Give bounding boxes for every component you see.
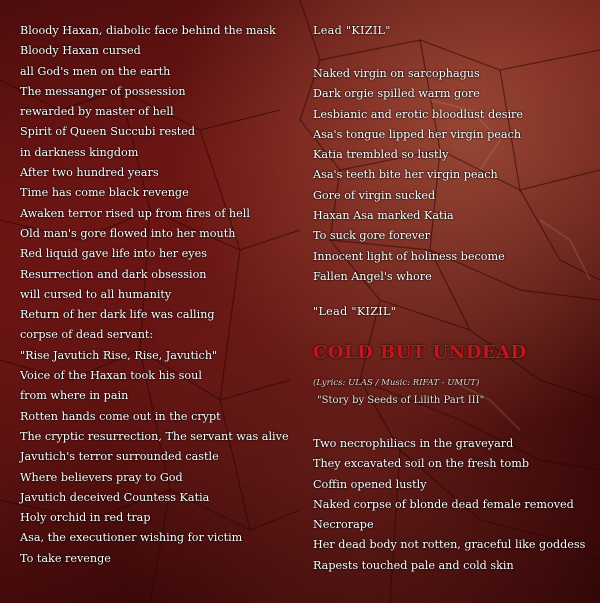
lyric-line: Haxan Asa marked Katia: [313, 209, 454, 223]
lyric-line: Javutich deceived Countess Katia: [20, 490, 210, 504]
lead-credit-middle: "Lead "KIZIL": [313, 305, 397, 318]
lyric-line: To suck gore forever: [313, 229, 430, 243]
lyric-line: Javutich's terror surrounded castle: [20, 450, 219, 464]
lyric-line: all God's men on the earth: [20, 64, 171, 78]
lyric-line: Rapests touched pale and cold skin: [313, 558, 514, 572]
lyric-line: Coffin opened lustly: [313, 477, 427, 491]
lyric-line: Where believers pray to God: [20, 470, 183, 484]
lyric-line: Asa's tongue lipped her virgin peach: [313, 127, 522, 141]
lyric-line: Naked virgin on sarcophagus: [313, 67, 480, 80]
lyric-line: rewarded by master of hell: [20, 105, 174, 119]
lyric-line: Return of her dark life was calling: [20, 308, 215, 322]
lyric-line: Rotten hands come out in the crypt: [20, 409, 221, 423]
lyric-line: in darkness kingdom: [20, 145, 139, 159]
lyric-line: Fallen Angel's whore: [313, 269, 432, 283]
lyric-line: Asa, the executioner wishing for victim: [20, 531, 243, 545]
lyric-line: Katia trembled so lustly: [313, 148, 449, 162]
lyric-line: Innocent light of holiness become: [313, 249, 505, 263]
second-song-lyrics: [313, 434, 585, 576]
lyric-line: Red liquid gave life into her eyes: [20, 247, 207, 261]
lyric-line: Dark orgie spilled warm gore: [313, 87, 480, 101]
lyric-line: Holy orchid in red trap: [20, 511, 151, 525]
lyric-line: Spirit of Queen Succubi rested: [20, 125, 196, 139]
right-lyrics-column: [313, 21, 593, 572]
lyric-line: The cryptic resurrection, The servant was alive: [20, 429, 289, 443]
lyric-line: will cursed to all humanity: [20, 287, 172, 301]
lyric-line: Two necrophiliacs in the graveyard: [313, 437, 514, 450]
lyric-line: After two hundred years: [20, 166, 159, 180]
lyric-line: Time has come black revenge: [20, 186, 189, 200]
lyric-line: Naked corpse of blonde dead female removed: [313, 497, 574, 511]
lyric-line: Asa's teeth bite her virgin peach: [313, 168, 498, 182]
lyric-line: Resurrection and dark obsession: [20, 267, 207, 281]
lyric-line: from where in pain: [20, 389, 129, 403]
lyric-line: "Rise Javutich Rise, Rise, Javutich": [20, 348, 218, 362]
lyric-line: Old man's gore flowed into her mouth: [20, 226, 236, 240]
lead-credit-top: Lead "KIZIL": [313, 24, 391, 37]
lyric-line: Necrorape: [313, 518, 374, 532]
lyric-line: The messanger of possession: [20, 84, 186, 98]
left-lyrics-column: [20, 21, 290, 569]
lyric-line: corpse of dead servant:: [20, 328, 154, 342]
lyric-line: They excavated soil on the fresh tomb: [313, 457, 530, 471]
song-title: COLD BUT UNDEAD: [313, 342, 527, 363]
song-credits: (Lyrics: ULAS / Music: RIFAT - UMUT): [313, 378, 480, 388]
lyric-line: Lesbianic and erotic bloodlust desire: [313, 107, 524, 121]
lyric-line: Bloody Haxan, diabolic face behind the mask: [20, 24, 276, 37]
story-credit: "Story by Seeds of Lilith Part III": [317, 395, 485, 406]
lyric-line: Gore of virgin sucked: [313, 188, 436, 202]
lyric-line: Awaken terror rised up from fires of hell: [20, 206, 250, 220]
lyric-line: Bloody Haxan cursed: [20, 44, 141, 58]
lyric-line: To take revenge: [20, 551, 111, 565]
lyric-line: Her dead body not rotten, graceful like goddess: [313, 538, 586, 552]
lyric-line: Voice of the Haxan took his soul: [20, 369, 202, 383]
